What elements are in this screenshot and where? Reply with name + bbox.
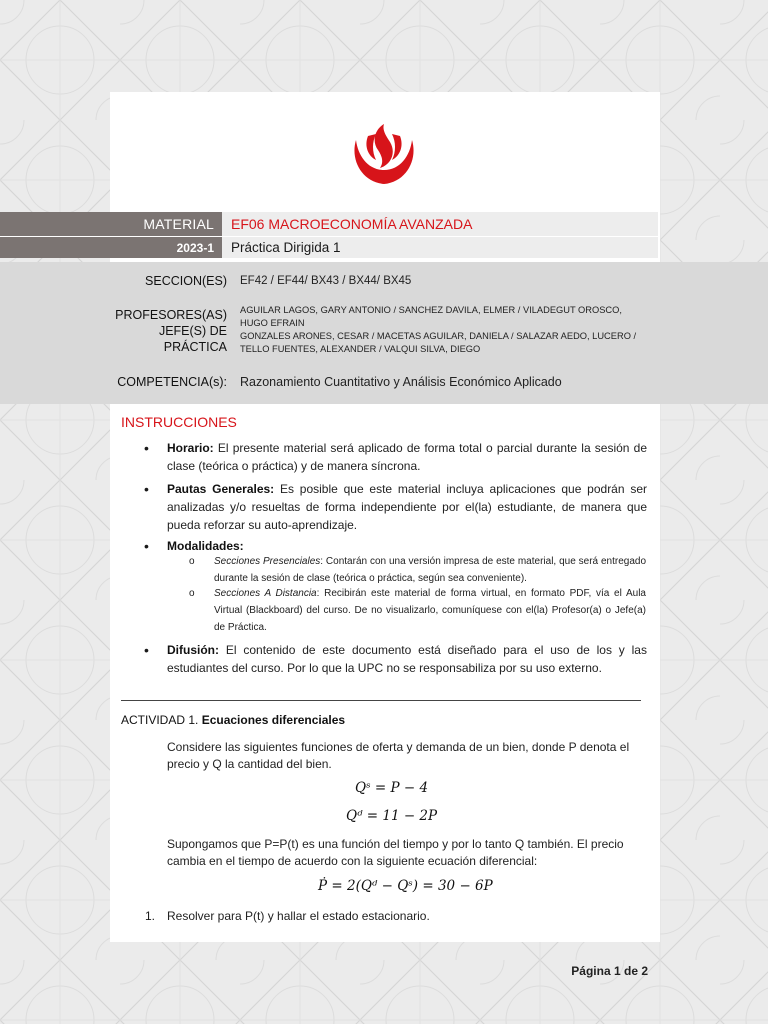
professors-label-3: PRÁCTICA <box>163 340 227 354</box>
upc-logo-icon <box>348 120 420 188</box>
professors-line: GONZALES ARONES, CESAR / MACETAS AGUILAR, DANIELA / SALAZAR AEDO, LUCERO / <box>240 331 637 341</box>
bullet: • <box>144 642 149 658</box>
header-divider <box>0 236 658 237</box>
presenciales-text: : Contarán con una versión impresa de este material, que será entregado durante la sesión de clase (teórica o práctica, según sea conveniente). <box>214 556 647 584</box>
page-number: Página 1 de 2 <box>571 964 648 978</box>
modalidades-label: Modalidades: <box>167 539 244 553</box>
bullet: • <box>144 440 149 456</box>
course-title: EF06 MACROECONOMÍA AVANZADA <box>231 216 473 232</box>
difusion-text: El contenido de este documento está diseñado para el uso de los y las estudiantes del curso. Por lo que la UPC no se responsabiliza por su uso externo. <box>167 643 647 675</box>
activity-title: Ecuaciones diferenciales <box>201 713 346 727</box>
equation-differential: Ṗ = 2(Qᵈ − Qˢ) = 30 − 6P <box>318 878 493 894</box>
horario-paragraph <box>167 439 647 475</box>
activity-paragraph-2: Supongamos que P=P(t) es una función del tiempo y por lo tanto Q también. El precio cambia en el tiempo de acuerdo con la siguiente ecuación diferencial: <box>167 837 624 868</box>
material-label: MATERIAL <box>143 216 214 232</box>
presenciales-label: Secciones Presenciales <box>214 556 321 567</box>
section-divider <box>121 700 641 701</box>
competence-label: COMPETENCIA(s): <box>117 375 227 389</box>
equation-supply: Qˢ = P − 4 <box>355 780 429 796</box>
item-text: Resolver para P(t) y hallar el estado estacionario. <box>167 909 430 923</box>
bullet: • <box>144 481 149 497</box>
professors-label-1: PROFESORES(AS) <box>115 308 227 322</box>
distancia-label: Secciones A Distancia <box>214 588 317 599</box>
distancia-text: : Recibirán este material de forma virtual, en formato PDF, vía el Aula Virtual (Blackboard) del curso. De no visualizarlo, comuníquese con el(la) Profesor(a) o Jefe(a) de Práctica. <box>214 588 646 633</box>
pautas-paragraph <box>167 480 647 534</box>
competence-value: Razonamiento Cuantitativo y Análisis Económico Aplicado <box>240 375 562 389</box>
difusion-label: Difusión: <box>167 643 219 657</box>
distancia-paragraph <box>214 585 646 636</box>
pautas-text: Es posible que este material incluya aplicaciones que podrán ser analizadas y/o resueltas de forma independiente por el(la) estudiante, de manera que pueda reforzar su auto-aprendizaje. <box>167 482 647 532</box>
professors-line: HUGO EFRAIN <box>240 318 305 328</box>
sub-bullet: o <box>189 556 195 567</box>
horario-text: El presente material será aplicado de forma total o parcial durante la sesión de clase (teórica o práctica) y de manera síncrona. <box>167 441 647 473</box>
sub-bullet: o <box>189 588 195 599</box>
activity-label: ACTIVIDAD 1. <box>121 713 199 727</box>
sections-value: EF42 / EF44/ BX43 / BX44/ BX45 <box>240 275 412 287</box>
horario-label: Horario: <box>167 441 214 455</box>
pautas-label: Pautas Generales: <box>167 482 275 496</box>
year-label: 2023-1 <box>176 241 214 255</box>
item-number: 1. <box>145 909 156 923</box>
professors-line: AGUILAR LAGOS, GARY ANTONIO / SANCHEZ DAVILA, ELMER / VILADEGUT OROSCO, <box>240 305 622 315</box>
bullet: • <box>144 538 149 554</box>
difusion-paragraph <box>167 641 647 677</box>
presenciales-paragraph <box>214 553 646 587</box>
activity-heading <box>121 713 345 727</box>
equation-demand: Qᵈ = 11 − 2P <box>346 808 438 824</box>
activity-intro: Considere las siguientes funciones de oferta y demanda de un bien, donde P denota el precio y Q la cantidad del bien. <box>167 740 630 771</box>
professors-line: TELLO FUENTES, ALEXANDER / VALQUI SILVA, DIEGO <box>240 344 481 354</box>
professors-list <box>240 304 650 356</box>
sections-label: SECCION(ES) <box>145 274 227 288</box>
instructions-title: INSTRUCCIONES <box>121 414 237 430</box>
professors-label-2: JEFE(S) DE <box>158 324 227 338</box>
practice-title: Práctica Dirigida 1 <box>231 240 341 255</box>
